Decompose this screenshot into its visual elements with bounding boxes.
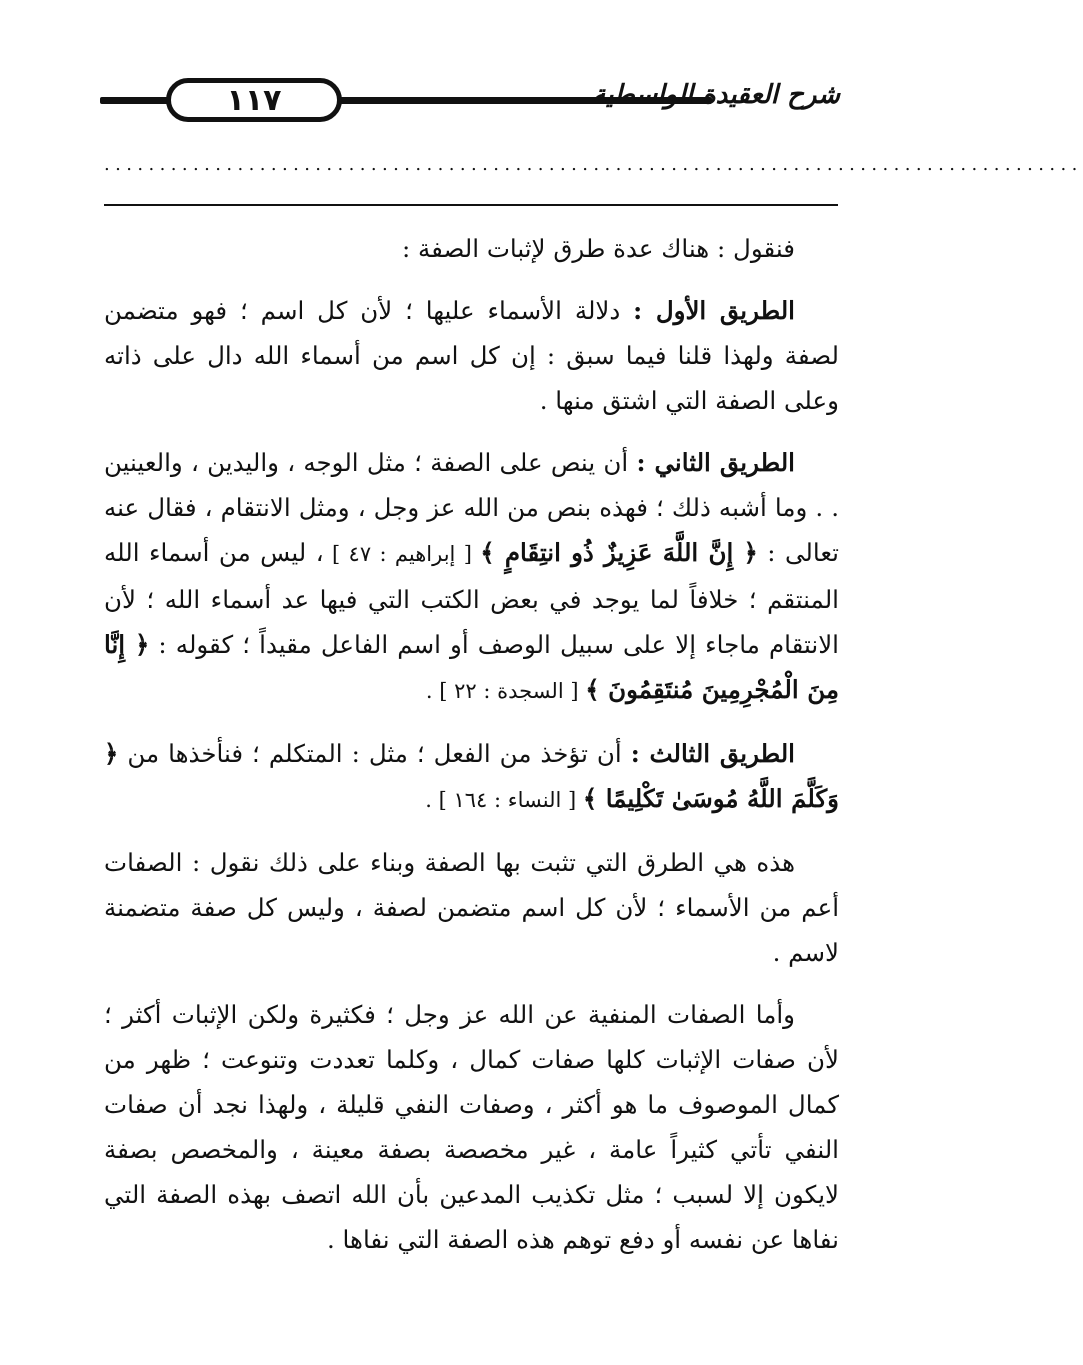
page-body: [104, 226, 839, 1326]
third-method-paragraph: [104, 731, 839, 823]
second-method-paragraph: [104, 440, 839, 714]
quran-verse-nisa: ﴿ وَكَلَّمَ اللَّهُ مُوسَىٰ تَكْلِيمًا ﴾: [104, 739, 839, 813]
second-method-label: الطريق الثاني :: [636, 448, 795, 477]
first-method-text: دلالة الأسماء عليها ؛ لأن كل اسم ؛ فهو متضمن لصفة ولهذا قلنا فيما سبق : إن كل اسم من أسماء الله دال على ذاته وعلى الصفة التي اشتق منها .: [104, 296, 839, 415]
header-rule-left: [100, 97, 172, 104]
first-method-label: الطريق الأول :: [633, 296, 795, 325]
third-method-text: أن تؤخذ من الفعل ؛ مثل : المتكلم ؛ فنأخذها من: [118, 739, 631, 768]
verse-reference-ibrahim: [ إبراهيم : ٤٧ ]: [323, 542, 481, 566]
verse-reference-nisa: [ النساء : ١٦٤ ] .: [425, 788, 583, 812]
intro-paragraph: فنقول : هناك عدة طرق لإثبات الصفة :: [401, 234, 795, 263]
dotted-separator: ........................................................................................: [104, 154, 1083, 175]
negated-attributes-paragraph: وأما الصفات المنفية عن الله عز وجل ؛ فكثيرة ولكن الإثبات أكثر ؛ لأن صفات الإثبات كلها صفات كمال ، وكلما تعددت وتنوعت ؛ ظهر من كمال الموصوف ما هو أكثر ، وصفات النفي قليلة ، ولهذا نجد أن صفات النفي تأتي كثيراً عامة ، غير مخصصة بصفة معينة ، والمخصص بصفة لايكون إلا لسبب ؛ مثل تكذيب المدعين بأن الله اتصف بهذه الصفة التي نفاها عن نفسه أو دفع توهم هذه الصفة التي نفاها .: [104, 1000, 839, 1254]
third-method-label: الطريق الثالث :: [630, 739, 795, 768]
quran-verse-sajda: ﴿ إِنَّا مِنَ الْمُجْرِمِينَ مُنتَقِمُونَ ﴾: [104, 630, 839, 704]
page-header: [100, 78, 840, 124]
verse-reference-sajda: [ السجدة : ٢٢ ] .: [425, 679, 586, 703]
footnote-rule: [104, 204, 838, 206]
second-method-text-b: ، ليس من أسماء الله المنتقم ؛ خلافاً لما يوجد في بعض الكتب التي فيها عد أسماء الله ؛ لأن الانتقام ماجاء إلا على سبيل الوصف أو اسم الفاعل مقيداً ؛ كقوله :: [104, 538, 839, 659]
second-method-text-a: أن ينص على الصفة ؛ مثل الوجه ، واليدين ، والعينين . . وما أشبه ذلك ؛ فهذه بنص من الله عز وجل ، ومثل الانتقام ، فقال عنه تعالى :: [104, 448, 839, 567]
first-method-paragraph: [104, 288, 839, 423]
summary-paragraph: هذه هي الطرق التي تثبت بها الصفة وبناء على ذلك نقول : الصفات أعم من الأسماء ؛ لأن كل اسم متضمن لصفة ، وليس كل صفة متضمنة لاسم .: [104, 848, 839, 967]
book-title: شرح العقيدة الواسطية: [592, 80, 840, 110]
quran-verse-ibrahim: ﴿ إِنَّ اللَّهَ عَزِيزٌ ذُو انتِقَامٍ ﴾: [480, 538, 758, 567]
page-number: ١١٧: [166, 78, 342, 122]
